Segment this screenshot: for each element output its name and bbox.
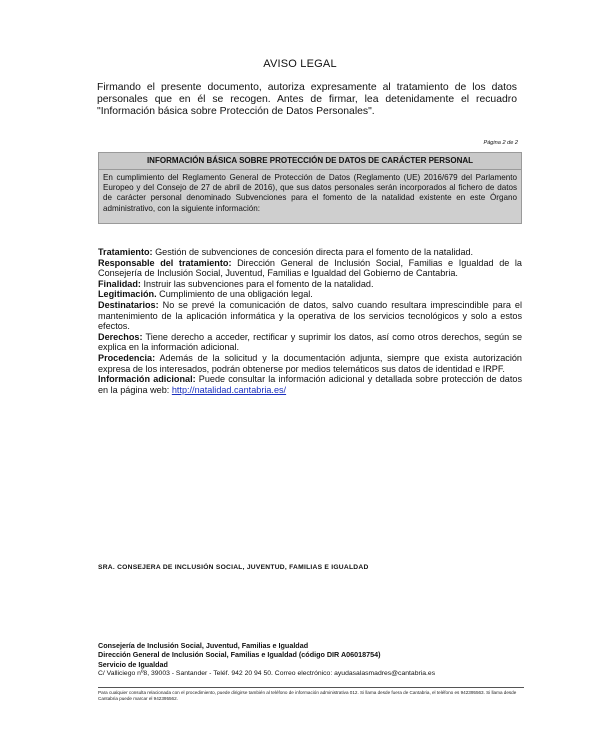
adicional-item <box>98 374 522 395</box>
footer-divider <box>98 687 524 688</box>
finalidad-item <box>98 279 522 290</box>
signer-title: SRA. CONSEJERA DE INCLUSIÓN SOCIAL, JUVENTUD, FAMILIAS E IGUALDAD <box>98 564 369 571</box>
footer-service: Servicio de Igualdad <box>98 659 168 669</box>
destinatarios-label: Destinatarios: <box>98 299 159 310</box>
natalidad-website-link[interactable]: http://natalidad.cantabria.es/ <box>171 384 287 395</box>
legitimacion-item <box>98 289 522 300</box>
tratamiento-text: Gestión de subvenciones de concesión directa para el fomento de la natalidad. <box>152 247 474 257</box>
destinatarios-item <box>98 300 522 332</box>
footer-address: C/ Valliciego nº8, 39003 - Santander - Teléf. 942 20 94 50. Correo electrónico: ayudasalasmadres@cantabria.es <box>98 670 436 678</box>
procedencia-text: Además de la solicitud y la documentación adjunta, siempre que exista autorización expresa de los interesados, podrán obtenerse por medios telemáticos sus datos de identidad e IRPF. <box>98 352 522 374</box>
adicional-text: Puede consultar la información adicional y detallada sobre protección de datos en la página web: <box>98 374 522 395</box>
derechos-item <box>98 332 522 353</box>
data-protection-box-header: INFORMACIÓN BÁSICA SOBRE PROTECCIÓN DE DATOS DE CARÁCTER PERSONAL <box>99 153 521 170</box>
responsable-label: Responsable del tratamiento: <box>98 257 232 268</box>
derechos-text: Tiene derecho a acceder, rectificar y suprimir los datos, así como otros derechos, según se explica en la información adicional. <box>98 331 522 353</box>
responsable-text: Dirección General de Inclusión Social, Familias e Igualdad de la Consejería de Inclusión Social, Juventud, Familias e Igualdad del Gobierno de Cantabria. <box>98 257 522 279</box>
footer-ministry: Consejería de Inclusión Social, Juventud, Familias e Igualdad <box>98 641 309 650</box>
tratamiento-label: Tratamiento: <box>98 247 153 257</box>
derechos-label: Derechos: <box>98 331 143 342</box>
footer <box>98 641 522 679</box>
document-title: AVISO LEGAL <box>263 58 337 70</box>
finalidad-text: Instruir las subvenciones para el fomento de la natalidad. <box>140 278 374 289</box>
page-number: Página 2 de 2 <box>483 140 518 146</box>
footer-directorate: Dirección General de Inclusión Social, Familias e Igualdad (código DIR A06018754) <box>98 650 381 660</box>
data-protection-box <box>98 152 522 224</box>
procedencia-item <box>98 353 522 374</box>
tratamiento-item <box>98 247 522 258</box>
legitimacion-text: Cumplimiento de una obligación legal. <box>156 289 313 300</box>
consent-paragraph: Firmando el presente documento, autoriza expresamente al tratamiento de los datos personales que en él se recogen. Antes de firmar, lea detenidamente el recuadro "Información básica sobre Protección de Datos Personales". <box>97 82 517 118</box>
adicional-label: Información adicional: <box>98 374 196 385</box>
data-protection-box-body: En cumplimiento del Reglamento General de Protección de Datos (Reglamento (UE) 2016/679 del Parlamento Europeo y del Consejo de 27 de abril de 2016), que sus datos personales serán incorporados al fichero de datos de carácter personal denominado Subvenciones para el fomento de la natalidad existente en este Órgano administrativo, con la siguiente información: <box>103 173 517 213</box>
footer-footnote: Para cualquier consulta relacionada con el procedimiento, puede dirigirse también al teléfono de información administrativa 012. Si llama desde fuera de Cantabria, el teléfono es 942395563. Si llama desde Cantabria puede marcar el 942395562. <box>98 690 517 701</box>
destinatarios-text: No se prevé la comunicación de datos, salvo cuando resultara imprescindible para el mantenimiento de la aplicación informática y la operativa de los servicios tecnológicos y solo a estos efectos. <box>98 299 522 332</box>
procedencia-label: Procedencia: <box>98 352 156 363</box>
legitimacion-label: Legitimación. <box>98 289 157 300</box>
finalidad-label: Finalidad: <box>98 278 141 289</box>
responsable-item <box>98 258 522 279</box>
data-protection-details <box>98 247 522 395</box>
